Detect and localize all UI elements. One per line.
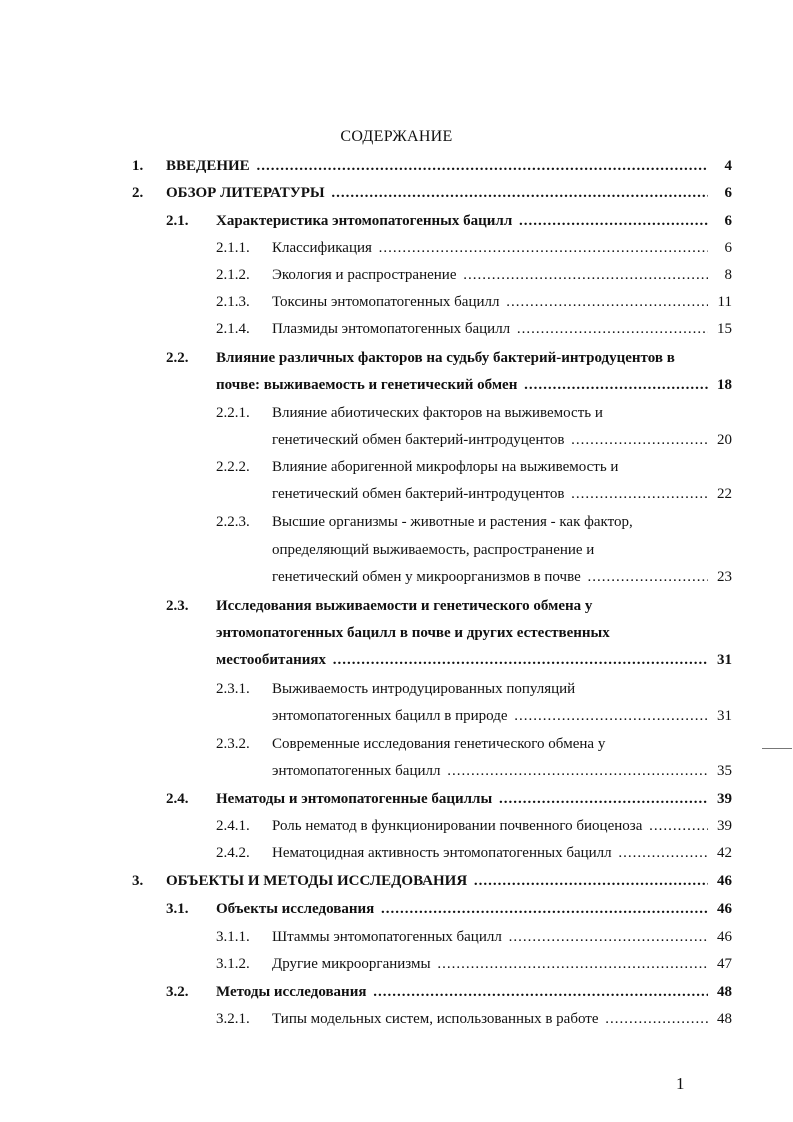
toc-title: Плазмиды энтомопатогенных бацилл ..... [272, 317, 708, 341]
toc-number: 2.1.2. [216, 267, 250, 283]
toc-title: Классификация ..... [272, 236, 708, 260]
toc-number: 2.4.1. [216, 818, 250, 834]
toc-entry [166, 594, 732, 618]
toc-page: 8 [724, 267, 732, 283]
toc-title: энтомопатогенных бацилл ..... [272, 759, 708, 783]
page-number: 1 [676, 1074, 685, 1093]
toc-title: Влияние различных факторов на судьбу бактерий-интродуцентов в [216, 350, 675, 366]
toc-title: энтомопатогенных бацилл в природе ..... [272, 704, 708, 728]
toc-title: Исследования выживаемости и генетического обмена у [216, 598, 593, 614]
toc-title: Штаммы энтомопатогенных бацилл ..... [272, 925, 708, 949]
toc-title: Нематоцидная активность энтомопатогенных бацилл ..... [272, 841, 708, 865]
toc-entry [216, 952, 732, 976]
toc-page: 48 [717, 984, 732, 1000]
toc-entry [216, 677, 732, 701]
toc-title: Высшие организмы - животные и растения - как фактор, [272, 514, 633, 530]
toc-entry-continuation [166, 373, 732, 397]
toc-number: 2.2. [166, 350, 189, 366]
toc-page: 18 [717, 377, 732, 393]
toc-entry [166, 787, 732, 811]
toc-entry [216, 290, 732, 314]
toc-entry [132, 869, 732, 893]
toc-title: Характеристика энтомопатогенных бацилл ..... [216, 209, 708, 233]
toc-title: Влияние абиотических факторов на выживемость и [272, 405, 603, 421]
toc-title: Выживаемость интродуцированных популяций [272, 681, 576, 697]
toc-number: 2.3.2. [216, 736, 250, 752]
toc-number: 2.1. [166, 213, 189, 229]
toc-page: 6 [724, 185, 732, 201]
toc-title: ВВЕДЕНИЕ ..... [166, 154, 708, 178]
toc-page: 6 [724, 213, 732, 229]
toc-title: Роль нематод в функционировании почвенного биоценоза ..... [272, 814, 708, 838]
toc-page: 39 [717, 791, 732, 807]
toc-page: 46 [717, 929, 732, 945]
toc-page: 46 [717, 901, 732, 917]
toc-entry [216, 841, 732, 865]
toc-title: Объекты исследования ..... [216, 897, 708, 921]
toc-page: 23 [717, 569, 732, 585]
toc-number: 1. [132, 158, 144, 174]
toc-page: 20 [717, 432, 732, 448]
toc-page: 35 [717, 763, 732, 779]
toc-entry [216, 814, 732, 838]
toc-page: 15 [717, 321, 732, 337]
scan-artifact-line [762, 748, 792, 749]
toc-entry [166, 980, 732, 1004]
toc-entry [216, 401, 732, 425]
toc-number: 2.3. [166, 598, 189, 614]
toc-number: 2.2.2. [216, 459, 250, 475]
toc-title: местообитаниях ..... [216, 648, 708, 672]
toc-page: 31 [717, 708, 732, 724]
toc-title: Методы исследования ..... [216, 980, 708, 1004]
toc-number: 2.4. [166, 791, 189, 807]
toc-number: 3.1. [166, 901, 189, 917]
toc-number: 2.3.1. [216, 681, 250, 697]
page-title: СОДЕРЖАНИЕ [340, 128, 453, 145]
toc-title: генетический обмен бактерий-интродуцентов ..... [272, 428, 708, 452]
toc-number: 3. [132, 873, 144, 889]
toc-entry-continuation [216, 428, 732, 452]
toc-entry [216, 510, 732, 534]
toc-title: энтомопатогенных бацилл в почве и других естественных [216, 625, 610, 641]
toc-number: 2. [132, 185, 144, 201]
toc-number: 2.4.2. [216, 845, 250, 861]
toc-page: 42 [717, 845, 732, 861]
toc-entry [216, 317, 732, 341]
toc-title: ОБЪЕКТЫ И МЕТОДЫ ИССЛЕДОВАНИЯ ..... [166, 869, 708, 893]
toc-page: 48 [717, 1011, 732, 1027]
toc-page: 31 [717, 652, 732, 668]
toc-entry [216, 455, 732, 479]
toc-entry [166, 346, 732, 370]
toc-title: Влияние аборигенной микрофлоры на выживемость и [272, 459, 619, 475]
toc-title: Экология и распространение ..... [272, 263, 708, 287]
toc-entry [132, 154, 732, 178]
toc-entry-continuation [216, 565, 732, 589]
toc-page: 6 [724, 240, 732, 256]
toc-title: Другие микроорганизмы ..... [272, 952, 708, 976]
toc-title: Нематоды и энтомопатогенные бациллы ..... [216, 787, 708, 811]
toc-entry-continuation [166, 648, 732, 672]
toc-number: 3.2.1. [216, 1011, 250, 1027]
toc-title: Современные исследования генетического обмена у [272, 736, 606, 752]
toc-title: почве: выживаемость и генетический обмен ..... [216, 373, 708, 397]
toc-page: 4 [724, 158, 732, 174]
toc-entry-continuation [216, 538, 732, 562]
toc-entry [216, 263, 732, 287]
toc-entry [216, 236, 732, 260]
toc-entry [216, 925, 732, 949]
toc-title: ОБЗОР ЛИТЕРАТУРЫ ..... [166, 181, 708, 205]
toc-number: 3.1.2. [216, 956, 250, 972]
toc-entry-continuation [216, 482, 732, 506]
toc-page: 22 [717, 486, 732, 502]
toc-number: 3.2. [166, 984, 189, 1000]
toc-entry [132, 181, 732, 205]
toc-entry [216, 1007, 732, 1031]
toc-number: 2.2.1. [216, 405, 250, 421]
toc-title: генетический обмен бактерий-интродуцентов ..... [272, 482, 708, 506]
toc-page: 46 [717, 873, 732, 889]
toc-title: определяющий выживаемость, распространение и [272, 542, 595, 558]
toc-number: 3.1.1. [216, 929, 250, 945]
toc-entry-continuation [166, 621, 732, 645]
toc-page: 11 [717, 294, 732, 310]
toc-title: Типы модельных систем, использованных в работе ..... [272, 1007, 708, 1031]
toc-number: 2.1.1. [216, 240, 250, 256]
toc-entry-continuation [216, 759, 732, 783]
toc-page: 47 [717, 956, 732, 972]
toc-page: 39 [717, 818, 732, 834]
toc-entry-continuation [216, 704, 732, 728]
toc-entry [166, 897, 732, 921]
toc-title: Токсины энтомопатогенных бацилл ..... [272, 290, 708, 314]
toc-title: генетический обмен у микроорганизмов в почве ..... [272, 565, 708, 589]
toc-number: 2.1.4. [216, 321, 250, 337]
toc-number: 2.2.3. [216, 514, 250, 530]
toc-number: 2.1.3. [216, 294, 250, 310]
toc-entry [216, 732, 732, 756]
toc-entry [166, 209, 732, 233]
